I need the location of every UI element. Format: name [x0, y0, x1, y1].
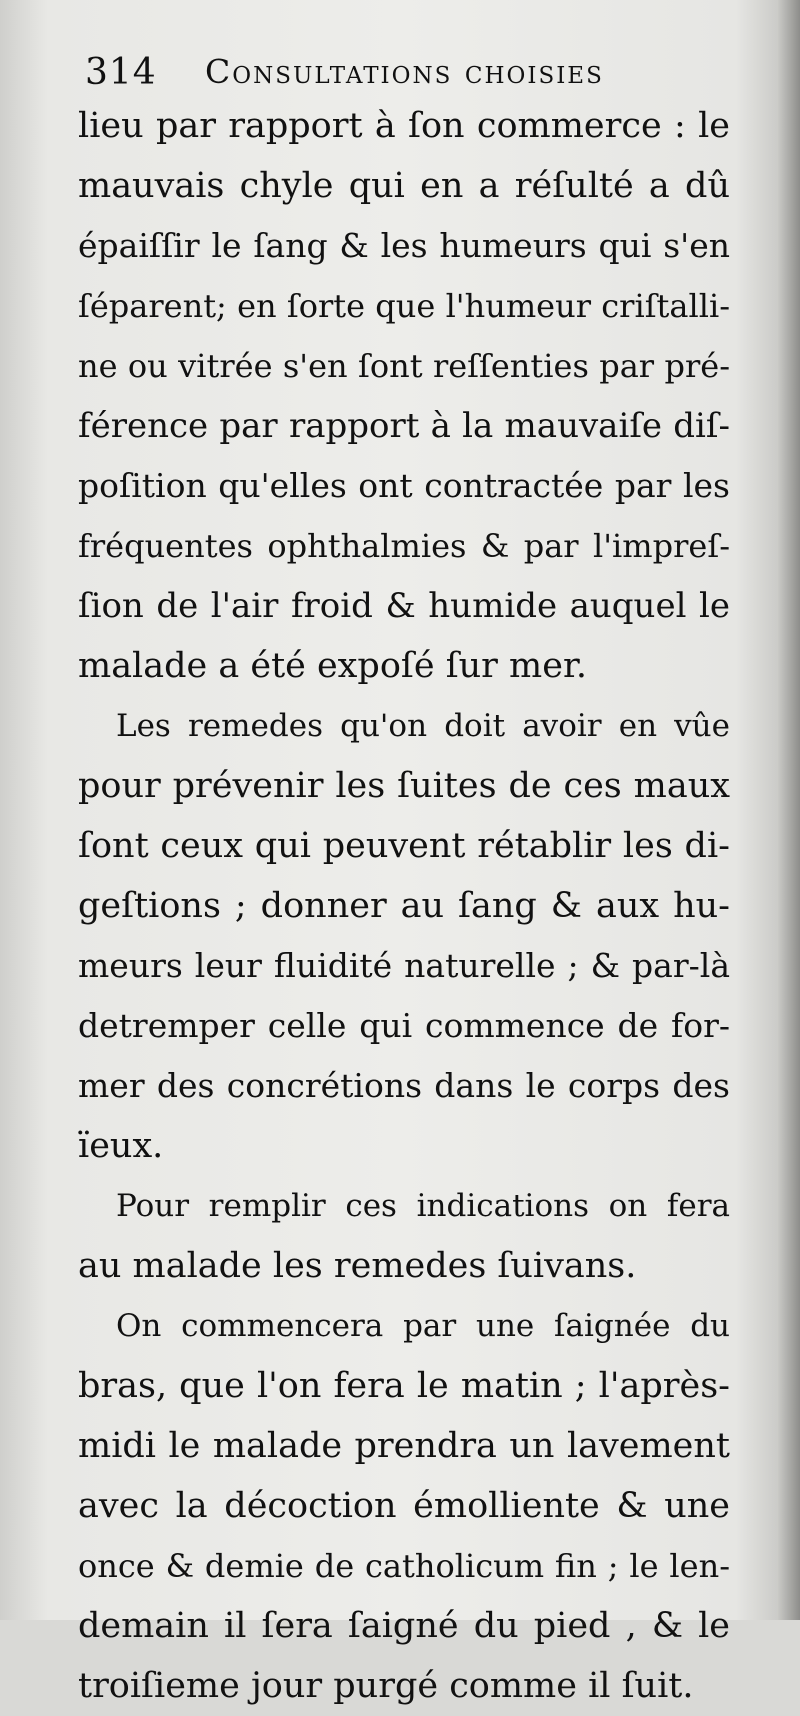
text-line: mer des concrétions dans le corps des — [78, 1066, 730, 1105]
text-line: meurs leur fluidité naturelle ; & par-là — [78, 946, 730, 985]
text-line: once & demie de catholicum fin ; le len- — [78, 1547, 730, 1585]
text-line: midi le malade prendra un lavement — [78, 1426, 730, 1466]
text-line: detremper celle qui commence de for- — [78, 1006, 730, 1045]
text-line: poſition qu'elles ont contractée par les — [78, 466, 730, 505]
text-line: mauvais chyle qui en a réſulté a dû — [78, 166, 730, 206]
body-text — [78, 96, 730, 1716]
text-line: malade a été expoſé ſur mer. — [78, 646, 587, 686]
text-line: lieu par rapport à ſon commerce : le — [78, 106, 730, 146]
text-line: férence par rapport à la mauvaiſe diſ- — [78, 406, 730, 446]
text-line: épaiſſir le ſang & les humeurs qui s'en — [78, 226, 730, 265]
text-line: Les remedes qu'on doit avoir en vûe — [116, 708, 730, 744]
text-line: au malade les remedes ſuivans. — [78, 1246, 637, 1286]
text-line: avec la décoction émolliente & une — [78, 1486, 730, 1526]
running-title: Consultations choisies — [205, 52, 604, 91]
text-line: ïeux. — [78, 1126, 164, 1166]
text-line: bras, que l'on fera le matin ; l'après- — [78, 1366, 730, 1406]
text-line: ſont ceux qui peuvent rétablir les di- — [78, 826, 730, 866]
text-line: demain il ſera ſaigné du pied , & le — [78, 1606, 730, 1646]
page-number: 314 — [85, 52, 157, 93]
text-line: On commencera par une ſaignée du — [116, 1308, 730, 1344]
page-gutter-shadow — [778, 0, 800, 1620]
text-line: geſtions ; donner au ſang & aux hu- — [78, 886, 730, 926]
text-line: ſéparent; en ſorte que l'humeur criſtalli- — [78, 287, 730, 325]
text-line: Pour remplir ces indications on fera — [116, 1188, 730, 1224]
text-line: pour prévenir les ſuites de ces maux — [78, 766, 730, 806]
text-line: ſion de l'air froid & humide auquel le — [78, 586, 730, 626]
text-line: troiſieme jour purgé comme il ſuit. — [78, 1666, 694, 1706]
text-line: ne ou vitrée s'en ſont reſſenties par pré- — [78, 347, 730, 385]
text-line: fréquentes ophthalmies & par l'impreſ- — [78, 527, 730, 565]
